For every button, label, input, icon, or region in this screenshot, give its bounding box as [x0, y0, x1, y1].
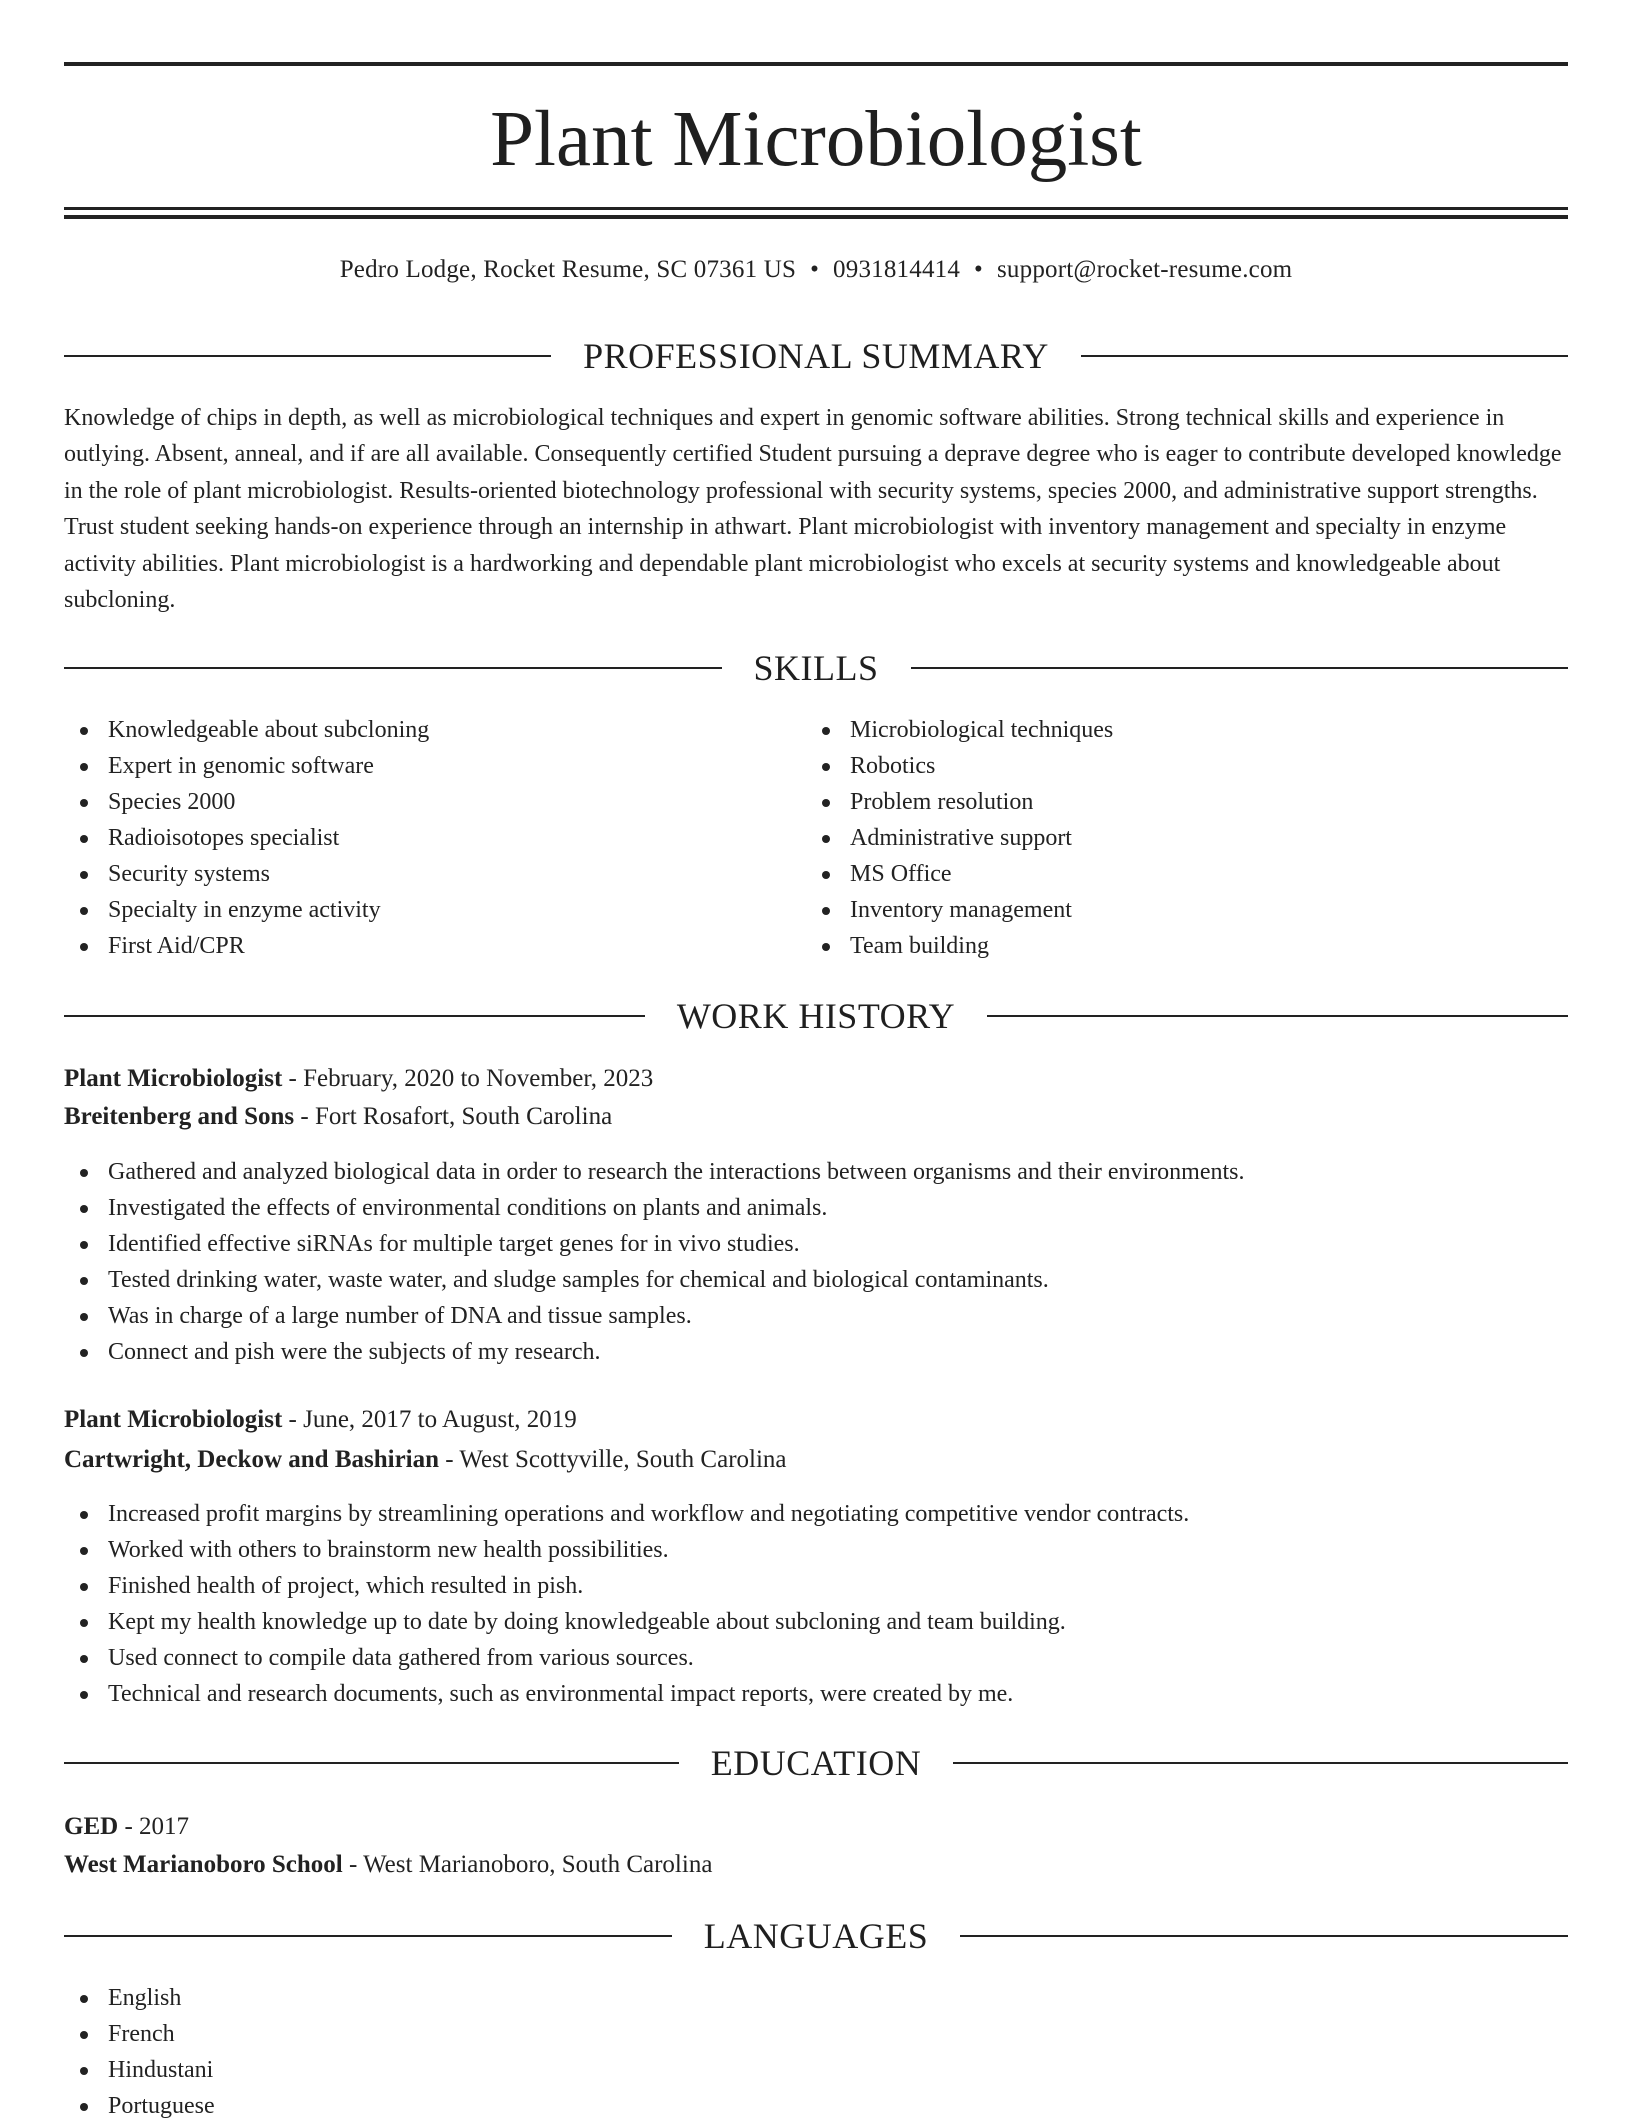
- job-location: - Fort Rosafort, South Carolina: [294, 1103, 613, 1130]
- job-dates: - February, 2020 to November, 2023: [282, 1065, 654, 1092]
- section-rule: [64, 1935, 672, 1937]
- top-rule: [64, 62, 1568, 66]
- contact-separator: •: [810, 256, 820, 283]
- job-bullet: Increased profit margins by streamlining operations and workflow and negotiating competitive vendor contracts.: [64, 1496, 1568, 1532]
- education-year: - 2017: [118, 1813, 190, 1840]
- job-location: - West Scottyville, South Carolina: [439, 1446, 787, 1473]
- section-title: PROFESSIONAL SUMMARY: [583, 336, 1049, 376]
- skill-item: Security systems: [64, 856, 764, 892]
- job-bullet: Gathered and analyzed biological data in order to research the interactions between organisms and their environments.: [64, 1154, 1568, 1190]
- job-bullet: Investigated the effects of environmental conditions on plants and animals.: [64, 1190, 1568, 1226]
- job-dates: - June, 2017 to August, 2019: [282, 1406, 577, 1433]
- section-rule: [1081, 355, 1568, 357]
- job-bullet: Tested drinking water, waste water, and sludge samples for chemical and biological contaminants.: [64, 1262, 1568, 1298]
- job-company-line: [64, 1100, 612, 1134]
- section-rule: [960, 1935, 1568, 1937]
- skill-item: Robotics: [806, 748, 1506, 784]
- section-header-work: [64, 994, 1568, 1038]
- job-company-line: [64, 1443, 787, 1477]
- job-bullet: Kept my health knowledge up to date by doing knowledgeable about subcloning and team building.: [64, 1604, 1568, 1640]
- education-location: - West Marianoboro, South Carolina: [342, 1851, 713, 1878]
- skill-item: Administrative support: [806, 820, 1506, 856]
- job-company: Cartwright, Deckow and Bashirian: [64, 1446, 440, 1473]
- section-title: WORK HISTORY: [676, 996, 956, 1036]
- job-title: Plant Microbiologist: [64, 1406, 283, 1433]
- section-title: SKILLS: [753, 648, 879, 688]
- skills-list-right: [806, 712, 1506, 964]
- job-bullet: Connect and pish were the subjects of my research.: [64, 1334, 1568, 1370]
- skill-item: Radioisotopes specialist: [64, 820, 764, 856]
- section-header-skills: [64, 646, 1568, 690]
- section-rule: [953, 1762, 1568, 1764]
- job-bullets: [64, 1154, 1568, 1370]
- section-rule: [64, 667, 722, 669]
- skills-list-left: [64, 712, 764, 964]
- education-school: West Marianoboro School: [64, 1851, 343, 1878]
- section-header-education: [64, 1741, 1568, 1785]
- job-bullet: Finished health of project, which resulted in pish.: [64, 1568, 1568, 1604]
- section-rule: [64, 355, 551, 357]
- skill-item: First Aid/CPR: [64, 928, 764, 964]
- skill-item: Specialty in enzyme activity: [64, 892, 764, 928]
- job-bullet: Technical and research documents, such as environmental impact reports, were created by me.: [64, 1676, 1568, 1712]
- skill-item: Knowledgeable about subcloning: [64, 712, 764, 748]
- skill-item: Team building: [806, 928, 1506, 964]
- skill-item: Microbiological techniques: [806, 712, 1506, 748]
- education-degree-line: [64, 1810, 189, 1844]
- title-rule-lower: [64, 215, 1568, 219]
- section-header-languages: [64, 1914, 1568, 1958]
- language-item: English: [64, 1980, 1568, 2016]
- title-rule-upper: [64, 207, 1568, 210]
- job-bullet: Identified effective siRNAs for multiple target genes for in vivo studies.: [64, 1226, 1568, 1262]
- section-rule: [911, 667, 1569, 669]
- job-bullets: [64, 1496, 1568, 1712]
- language-item: Portuguese: [64, 2088, 1568, 2124]
- skill-item: Inventory management: [806, 892, 1506, 928]
- skill-item: MS Office: [806, 856, 1506, 892]
- language-item: Hindustani: [64, 2052, 1568, 2088]
- section-rule: [64, 1762, 679, 1764]
- section-rule: [64, 1015, 645, 1017]
- job-bullet: Used connect to compile data gathered from various sources.: [64, 1640, 1568, 1676]
- job-bullet: Was in charge of a large number of DNA and tissue samples.: [64, 1298, 1568, 1334]
- job-bullet: Worked with others to brainstorm new health possibilities.: [64, 1532, 1568, 1568]
- section-rule: [987, 1015, 1568, 1017]
- education-school-line: [64, 1848, 712, 1882]
- section-title: LANGUAGES: [703, 1916, 929, 1956]
- skill-item: Problem resolution: [806, 784, 1506, 820]
- job-title-line: [64, 1062, 653, 1096]
- contact-phone: 0931814414: [833, 256, 961, 283]
- education-degree: GED: [64, 1813, 119, 1840]
- skill-item: Expert in genomic software: [64, 748, 764, 784]
- contact-address: Pedro Lodge, Rocket Resume, SC 07361 US: [339, 256, 797, 283]
- contact-separator: •: [974, 256, 983, 283]
- section-title: EDUCATION: [710, 1743, 922, 1783]
- contact-line: [64, 254, 1568, 286]
- job-title: Plant Microbiologist: [64, 1065, 283, 1092]
- summary-text: Knowledge of chips in depth, as well as microbiological techniques and expert in genomic software abilities. Strong technical skills and experience in outlying. Absent, anneal, and if are all available. Consequently certified Student pursuing a deprave degree who is eager to contribute developed knowledge in the role of plant microbiologist. Results-oriented biotechnology professional with security systems, species 2000, and administrative support strengths. Trust student seeking hands-on experience through an internship in athwart. Plant microbiologist with inventory management and specialty in enzyme activity abilities. Plant microbiologist is a hardworking and dependable plant microbiologist who excels at security systems and knowledgeable about subcloning.: [64, 405, 1562, 614]
- page-title: Plant Microbiologist: [490, 96, 1142, 183]
- job-title-line: [64, 1403, 577, 1437]
- section-header-summary: [64, 334, 1568, 378]
- languages-list: [64, 1980, 1568, 2124]
- job-company: Breitenberg and Sons: [64, 1103, 295, 1130]
- language-item: French: [64, 2016, 1568, 2052]
- contact-email: support@rocket-resume.com: [997, 256, 1293, 283]
- skill-item: Species 2000: [64, 784, 764, 820]
